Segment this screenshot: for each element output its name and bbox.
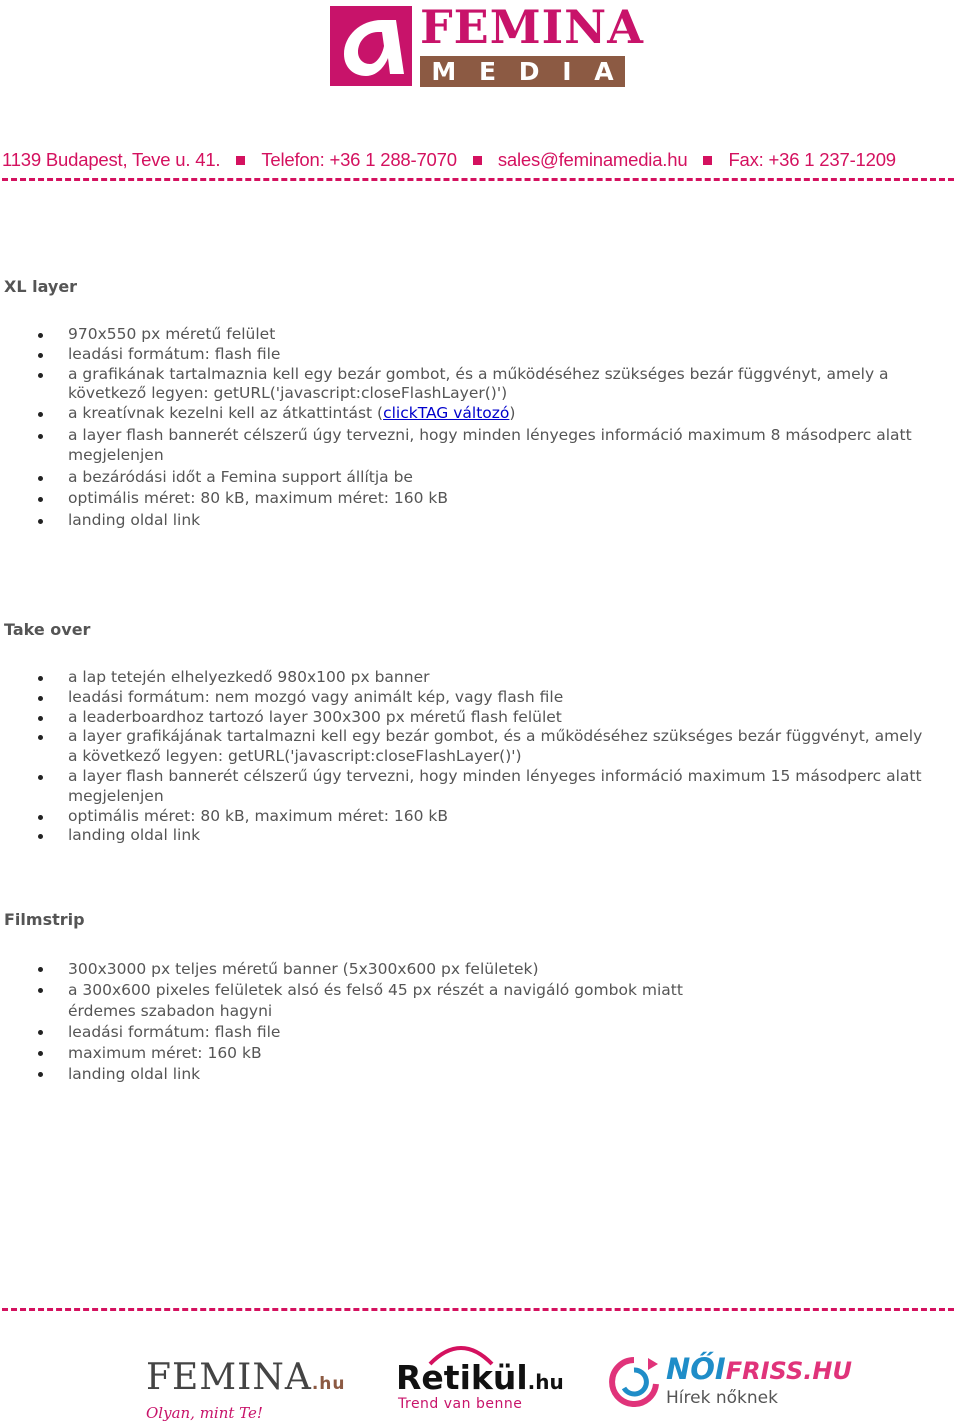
logo-media-band xyxy=(420,56,625,87)
retikul-wordmark xyxy=(396,1358,564,1397)
list-item: optimális méret: 80 kB, maximum méret: 160 kB xyxy=(36,807,936,827)
header-divider xyxy=(2,178,954,181)
logo-letter: E xyxy=(478,57,497,86)
list-item: optimális méret: 80 kB, maximum méret: 160 kB xyxy=(36,489,936,509)
list-item: a bezáródási időt a Femina support állítja be xyxy=(36,468,936,488)
noifriss-tagline: Hírek nőknek xyxy=(666,1388,778,1408)
logo-letter: M xyxy=(431,57,457,86)
section-title-take-over: Take over xyxy=(4,620,91,639)
noi-word: NŐI xyxy=(666,1352,726,1386)
list-item: a lap tetején elhelyezkedő 980x100 px banner xyxy=(36,668,936,688)
list-item-clicktag xyxy=(36,404,936,424)
noifriss-swirl-icon xyxy=(608,1354,660,1410)
femina-hu-logo[interactable] xyxy=(146,1357,346,1422)
logo-word: FEMINA xyxy=(420,0,644,54)
femina-tagline: Olyan, mint Te! xyxy=(146,1404,263,1422)
square-separator-icon xyxy=(473,156,482,165)
femina-hu-suffix: .hu xyxy=(311,1374,346,1394)
list-item: maximum méret: 160 kB xyxy=(36,1043,736,1064)
contact-email[interactable]: sales@feminamedia.hu xyxy=(497,149,688,170)
friss-word: FRISS.HU xyxy=(725,1357,852,1385)
xl-layer-list xyxy=(36,325,936,531)
list-item: leadási formátum: nem mozgó vagy animált kép, vagy flash file xyxy=(36,688,936,708)
noifriss-hu-logo[interactable] xyxy=(608,1350,852,1416)
list-item: a grafikának tartalmaznia kell egy bezár gombot, és a működéséhez szükséges bezár függvényt, amely a következő legyen: getURL('javascript:closeFlashLayer()') xyxy=(36,365,936,405)
square-separator-icon xyxy=(703,156,712,165)
filmstrip-list xyxy=(36,959,736,1085)
list-item: leadási formátum: flash file xyxy=(36,345,936,365)
clicktag-text-after: ) xyxy=(509,404,516,423)
section-title-xl-layer: XL layer xyxy=(4,277,78,296)
list-item: 970x550 px méretű felület xyxy=(36,325,936,345)
retikul-tagline: Trend van benne xyxy=(398,1396,523,1412)
section-title-filmstrip: Filmstrip xyxy=(4,910,85,929)
retikul-word: Retikül xyxy=(396,1358,528,1397)
femina-word: FEMINA xyxy=(146,1357,312,1398)
logo-letter: D xyxy=(518,57,540,86)
take-over-list xyxy=(36,668,936,846)
noifriss-wordmark xyxy=(666,1352,852,1386)
list-item: landing oldal link xyxy=(36,511,936,531)
list-item: leadási formátum: flash file xyxy=(36,1022,736,1043)
footer-divider xyxy=(2,1308,954,1311)
retikul-hu-logo[interactable] xyxy=(396,1340,566,1416)
clicktag-text-before: a kreatívnak kezelni kell az átkattintást ( xyxy=(68,404,384,423)
list-item: landing oldal link xyxy=(36,1064,736,1085)
list-item: a layer grafikájának tartalmazni kell egy bezár gombot, és a működéséhez szükséges bezár függvényt, amely a következő legyen: getURL('javascript:closeFlashLayer()') xyxy=(36,727,936,767)
logo-letter: I xyxy=(562,57,572,86)
list-item: a 300x600 pixeles felületek alsó és felső 45 px részét a navigáló gombok miatt érdemes szabadon hagyni xyxy=(36,980,736,1022)
femina-hu-wordmark xyxy=(146,1358,346,1404)
list-item: a layer flash bannerét célszerű úgy tervezni, hogy minden lényeges információ maximum 8 másodperc alatt megjelenjen xyxy=(36,426,936,466)
contact-line xyxy=(2,149,960,171)
list-item: a leaderboardhoz tartozó layer 300x300 px méretű flash felület xyxy=(36,708,936,728)
retikul-hu-suffix: .hu xyxy=(527,1370,564,1394)
femina-logo-icon xyxy=(330,6,412,86)
square-separator-icon xyxy=(236,156,245,165)
contact-fax: Fax: +36 1 237-1209 xyxy=(728,149,896,170)
logo-letter: A xyxy=(594,57,614,86)
femina-media-logo xyxy=(330,0,644,90)
list-item: a layer flash bannerét célszerű úgy tervezni, hogy minden lényeges információ maximum 15 másodperc alatt megjelenjen xyxy=(36,767,936,807)
contact-phone: Telefon: +36 1 288-7070 xyxy=(261,149,457,170)
list-item: landing oldal link xyxy=(36,826,936,846)
contact-address: 1139 Budapest, Teve u. 41. xyxy=(2,149,221,170)
list-item: 300x3000 px teljes méretű banner (5x300x600 px felületek) xyxy=(36,959,736,980)
clicktag-link[interactable]: clickTAG változó xyxy=(383,404,510,423)
